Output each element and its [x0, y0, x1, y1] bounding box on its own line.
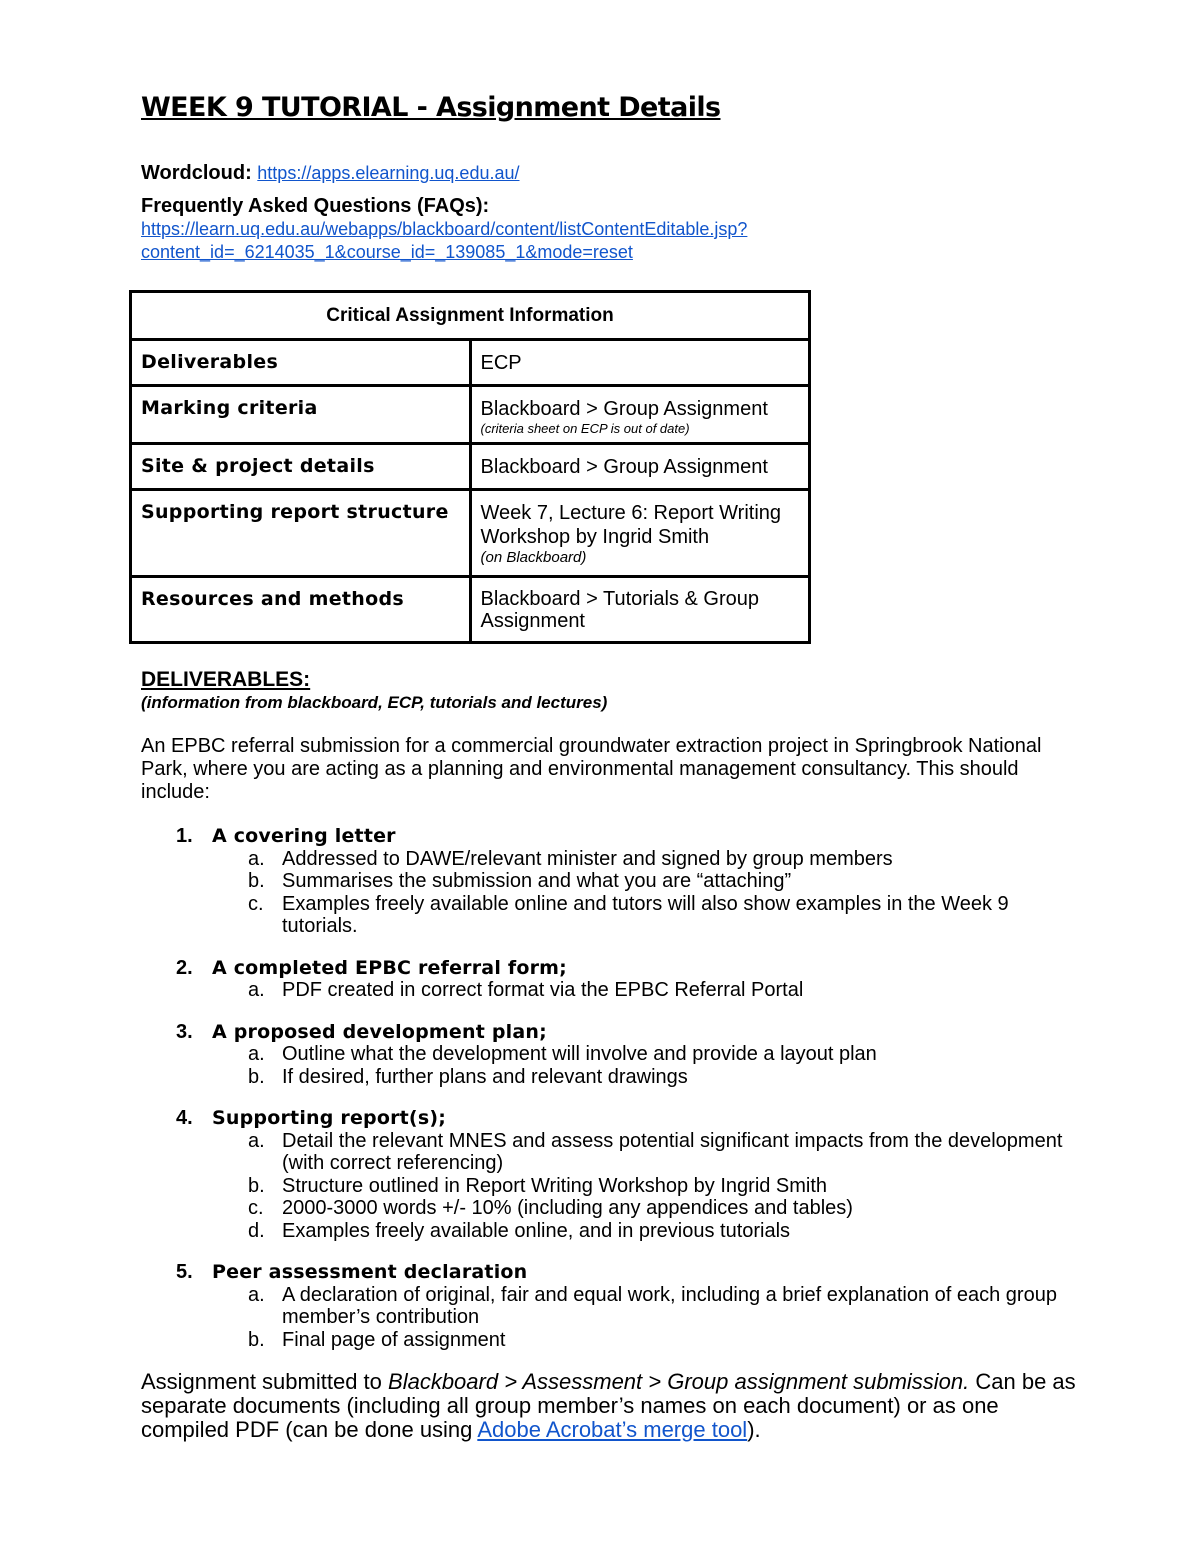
sub-item: a. Outline what the development will involve and provide a layout plan [248, 1043, 877, 1065]
table-row-value: Blackboard > Group Assignment (criteria sheet on ECP is out of date) [470, 386, 810, 444]
table-row-note: (on Blackboard) [480, 549, 587, 566]
item-title: A covering letter [212, 825, 396, 847]
wordcloud-label: Wordcloud: [141, 162, 252, 184]
item-number: 5. [176, 1261, 193, 1283]
item-title: A completed EPBC referral form; [212, 956, 567, 979]
page-title: WEEK 9 TUTORIAL - Assignment Details [141, 92, 721, 123]
table-row-key: Resources and methods [131, 577, 471, 643]
critical-info-table [129, 290, 811, 644]
faq-label: Frequently Asked Questions (FAQs): [141, 195, 490, 217]
wordcloud-link[interactable]: https://apps.elearning.uq.edu.au/ [257, 163, 520, 183]
list-item [0, 1021, 1200, 1089]
item-title: Peer assessment declaration [212, 1261, 528, 1283]
table-row-value: Blackboard > Tutorials & Group Assignment [470, 577, 810, 643]
sub-item: d. Examples freely available online, and in previous tutorials [248, 1219, 791, 1242]
item-number: 2. [176, 956, 193, 979]
sub-item: c. Examples freely available online and tutors will also show examples in the Week 9 tutorials. [248, 892, 1009, 937]
sub-item: c. 2000-3000 words +/- 10% (including any appendices and tables) [248, 1197, 853, 1219]
item-title: Supporting report(s); [212, 1107, 447, 1129]
item-number: 1. [176, 825, 193, 847]
table-row-key: Site & project details [131, 444, 471, 490]
deliverables-heading: DELIVERABLES: [141, 668, 311, 691]
table-header: Critical Assignment Information [131, 292, 810, 340]
sub-item: a. Addressed to DAWE/relevant minister and signed by group members [248, 847, 893, 870]
deliverables-intro: An EPBC referral submission for a commercial groundwater extraction project in Springbrook National Park, where you are acting as a planning and environmental management consultancy. This should include: [141, 735, 1042, 803]
table-row-note: (criteria sheet on ECP is out of date) [480, 421, 690, 436]
faq-link-line1[interactable]: https://learn.uq.edu.au/webapps/blackboard/content/listContentEditable.jsp? [141, 219, 748, 239]
sub-item: a. PDF created in correct format via the EPBC Referral Portal [248, 979, 804, 1001]
submission-path: Blackboard > Assessment > Group assignment submission. [388, 1369, 970, 1394]
submission-note: Assignment submitted to Blackboard > Assessment > Group assignment submission. Can be as separate documents (including all group member’s names on each document) or as one compiled PDF (can be done using Adobe Acrobat’s merge tool). [141, 1369, 1076, 1442]
sub-item: b. Structure outlined in Report Writing Workshop by Ingrid Smith [248, 1174, 828, 1197]
table-row-key: Supporting report structure [131, 490, 471, 577]
sub-item: b. Final page of assignment [248, 1328, 506, 1351]
item-number: 3. [176, 1020, 193, 1043]
table-row-key: Deliverables [131, 340, 471, 386]
item-title: A proposed development plan; [212, 1020, 547, 1043]
merge-tool-link[interactable]: Adobe Acrobat’s merge tool [477, 1417, 748, 1442]
list-item [0, 1261, 1200, 1351]
sub-item: b. Summarises the submission and what you are “attaching” [248, 870, 792, 892]
table-row-value: Week 7, Lecture 6: Report Writing Workshop by Ingrid Smith (on Blackboard) [470, 490, 810, 577]
sub-item: a. Detail the relevant MNES and assess potential significant impacts from the development (with correct referencing) [248, 1129, 1063, 1174]
sub-item: b. If desired, further plans and relevant drawings [248, 1065, 688, 1088]
list-item [0, 957, 1200, 1002]
list-item [0, 825, 1200, 938]
list-item [0, 1107, 1200, 1242]
table-row-value: ECP [470, 340, 810, 386]
sub-item: a. A declaration of original, fair and equal work, including a brief explanation of each group member’s contribution [248, 1283, 1057, 1328]
item-number: 4. [176, 1107, 193, 1129]
deliverables-list [0, 825, 1200, 1370]
table-row-value: Blackboard > Group Assignment [470, 444, 810, 490]
faq-link-line2[interactable]: content_id=_6214035_1&course_id=_139085_1&mode=reset [141, 242, 633, 262]
wordcloud-line [141, 162, 520, 185]
table-row-key: Marking criteria [131, 386, 471, 444]
deliverables-subheading: (information from blackboard, ECP, tutorials and lectures) [141, 693, 608, 712]
